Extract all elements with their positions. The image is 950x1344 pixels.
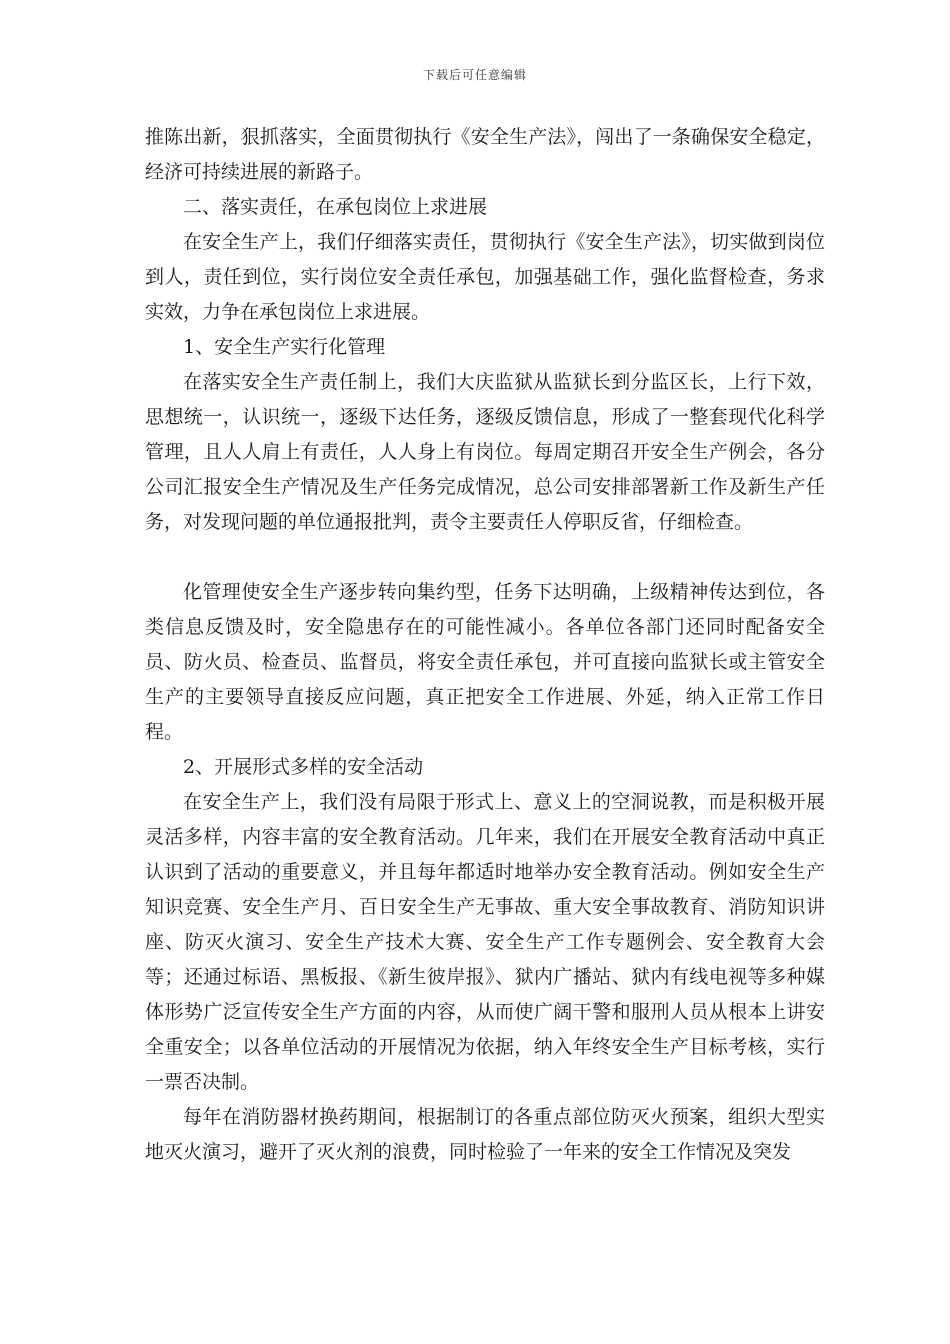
paragraph-continuation: 推陈出新，狠抓落实，全面贯彻执行《安全生产法》，闯出了一条确保安全稳定，经济可持续进展的新路子。 — [145, 126, 825, 183]
paragraph: 在落实安全生产责任制上，我们大庆监狱从监狱长到分监区长，上行下效，思想统一，认识统一，逐级下达任务，逐级反馈信息，形成了一整套现代化科学管理，且人人肩上有责任，人人身上有岗位。每周定期召开安全生产例会，各分公司汇报安全生产情况及生产任务完成情况，总公司安排部署新工作及新生产任务，对发现问题的单位通报批判，责令主要责任人停职反省，仔细检查。 — [145, 371, 825, 533]
blank-line — [145, 540, 825, 575]
section-heading-2: 二、落实责任，在承包岗位上求进展 — [183, 196, 488, 218]
subsection-heading-1: 1、安全生产实行化管理 — [183, 336, 386, 358]
paragraph: 在安全生产上，我们没有局限于形式上、意义上的空洞说教，而是积极开展灵活多样，内容丰富的安全教育活动。几年来，我们在开展安全教育活动中真正认识到了活动的重要意义，并且每年都适时地举办安全教育活动。例如安全生产知识竞赛、安全生产月、百日安全生产无事故、重大安全事故教育、消防知识讲座、防灭火演习、安全生产技术大赛、安全生产工作专题例会、安全教育大会等；还通过标语、黑板报、《新生彼岸报》、狱内广播站、狱内有线电视等多种媒体形势广泛宣传安全生产方面的内容，从而使广阔干警和服刑人员从根本上讲安全重安全；以各单位活动的开展情况为依据，纳入年终安全生产目标考核，实行一票否决制。 — [145, 791, 825, 1093]
document-body — [145, 120, 825, 1170]
page-header: 下载后可任意编辑 — [422, 68, 527, 82]
paragraph: 在安全生产上，我们仔细落实责任，贯彻执行《安全生产法》，切实做到岗位到人，责任到位，实行岗位安全责任承包，加强基础工作，强化监督检查，务求实效，力争在承包岗位上求进展。 — [145, 231, 825, 323]
subsection-heading-2: 2、开展形式多样的安全活动 — [183, 756, 424, 778]
paragraph: 每年在消防器材换药期间，根据制订的各重点部位防灭火预案，组织大型实地灭火演习，避开了灭火剂的浪费，同时检验了一年来的安全工作情况及突发 — [145, 1106, 825, 1163]
paragraph: 化管理使安全生产逐步转向集约型，任务下达明确，上级精神传达到位，各类信息反馈及时，安全隐患存在的可能性减小。各单位各部门还同时配备安全员、防火员、检查员、监督员，将安全责任承包，并可直接向监狱长或主管安全生产的主要领导直接反应问题，真正把安全工作进展、外延，纳入正常工作日程。 — [145, 581, 825, 743]
